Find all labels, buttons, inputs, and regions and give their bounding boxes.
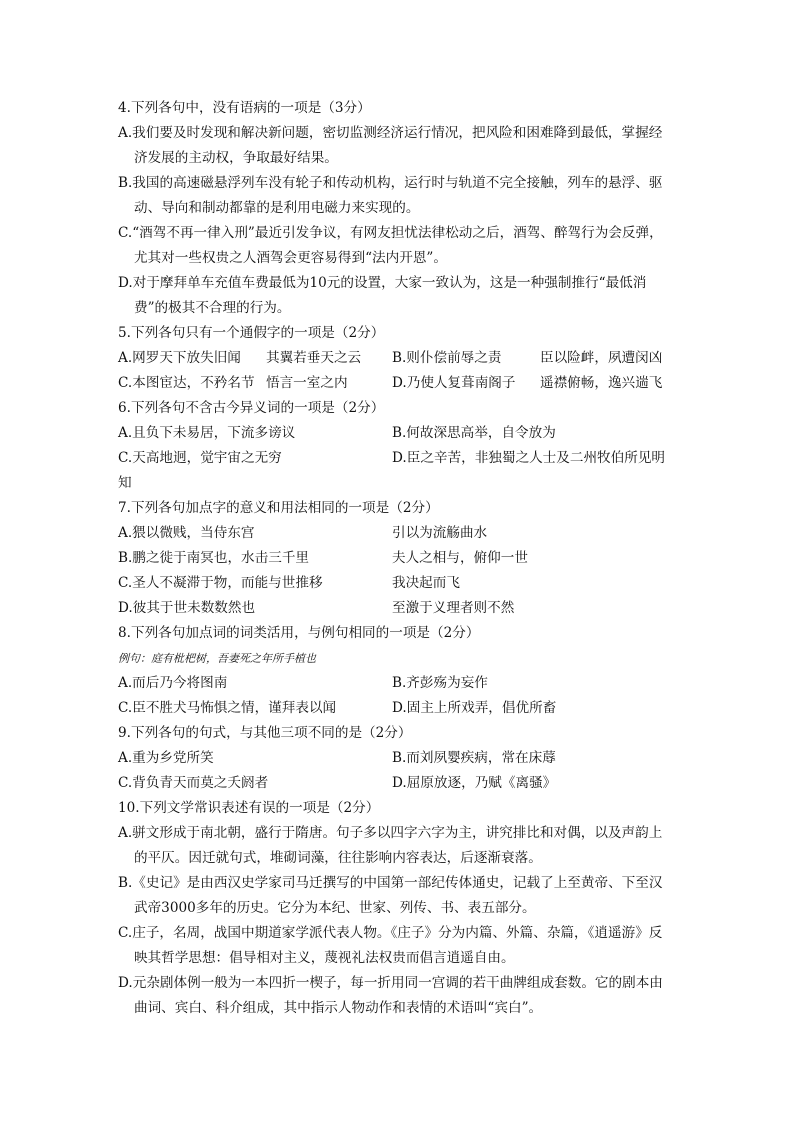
option-row [118,421,680,446]
option-c-cont: 尤其对一些权贵之人酒驾会更容易得到“法内开恩”。 [134,250,447,266]
option-row [118,521,680,546]
option-c: C.“酒驾不再一律入刑”最近引发争议，有网友担忧法律松动之后，酒驾、醉驾行为会反弹， [118,225,663,241]
option-a: A.网罗天下放失旧闻 [118,350,241,366]
option-d: D.固主上所戏弄，倡优所畜 [392,700,557,716]
option-b-cont: 动、导向和制动都靠的是利用电磁力来实现的。 [134,200,420,216]
option-row [118,571,680,596]
question-7 [118,496,680,621]
option-b-second: 夫人之相与，俯仰一世 [392,550,528,566]
option-a: A.且负下未易居，下流多谤议 [118,425,296,441]
option-c: C.本图宦达，不矜名节 [118,375,255,391]
question-title: 8.下列各句加点词的词类活用，与例句相同的一项是（2分） [118,625,480,641]
option-b-cont: 武帝3000多年的历史。它分为本纪、世家、列传、书、表五部分。 [134,900,536,916]
question-title: 10.下列文学常识表述有误的一项是（2分） [118,800,380,816]
option-row [118,546,680,571]
question-title: 4.下列各句中，没有语病的一项是（3分） [118,100,371,116]
option-c: C.臣不胜犬马怖惧之情，谨拜表以闻 [118,700,337,716]
option-row [118,746,680,771]
option-a-second: 引以为流觞曲水 [392,525,488,541]
option-row [118,596,680,621]
option-b: B.而刘夙婴疾病，常在床蓐 [392,750,556,766]
question-6 [118,396,680,496]
question-title: 6.下列各句不含古今异义词的一项是（2分） [118,400,385,416]
option-d: D.臣之辛苦，非独蜀之人士及二州牧伯所见明 [392,450,666,466]
option-c-second: 我决起而飞 [392,575,460,591]
option-c: C.庄子，名周，战国中期道家学派代表人物。《庄子》分为内篇、外篇、杂篇，《逍遥游》反 [118,925,663,941]
option-d-cont: 知 [118,475,132,491]
option-row [118,346,680,371]
option-d-cont: 曲词、宾白、科介组成，其中指示人物动作和表情的术语叫“宾白”。 [134,1000,543,1016]
option-row [118,671,680,696]
example-sentence: 例句：庭有枇杷树，吾妻死之年所手植也 [118,652,316,665]
option-row [118,771,680,796]
option-d-cont: 费”的极其不合理的行为。 [134,300,291,316]
option-b: B.何故深思高举，自令放为 [392,425,556,441]
option-c: C.背负青天而莫之夭阏者 [118,775,269,791]
option-a-cont: 济发展的主动权，争取最好结果。 [134,150,338,166]
option-d-second: 遥襟俯畅，逸兴遄飞 [540,375,663,391]
option-d: D.对于摩拜单车充值车费最低为10元的设置，大家一致认为，这是一种强制推行“最低消 [118,275,647,291]
option-a: A.猥以微贱，当侍东宫 [118,525,255,541]
option-b-second: 臣以险衅，夙遭闵凶 [540,350,663,366]
option-c: C.圣人不凝滞于物，而能与世推移 [118,575,323,591]
option-a-second: 其翼若垂天之云 [266,350,362,366]
option-b: B.我国的高速磁悬浮列车没有轮子和传动机构，运行时与轨道不完全接触，列车的悬浮、驱 [118,175,663,191]
option-b: B.鹏之徙于南冥也，水击三千里 [118,550,310,566]
option-b: B.则仆偿前辱之责 [392,350,502,366]
question-9 [118,721,680,796]
question-title: 5.下列各句只有一个通假字的一项是（2分） [118,325,385,341]
option-b: B.齐彭殇为妄作 [392,675,488,691]
option-b: B.《史记》是由西汉史学家司马迁撰写的中国第一部纪传体通史，记载了上至黄帝、下至汉 [118,875,663,891]
option-a: A.重为乡党所笑 [118,750,214,766]
option-d: D.元杂剧体例一般为一本四折一楔子，每一折用同一宫调的若干曲牌组成套数。它的剧本由 [118,975,663,991]
exam-page [118,96,680,1021]
option-a-cont: 的平仄。因迁就句式，堆砌词藻，往往影响内容表达，后逐渐衰落。 [134,850,542,866]
option-d-second: 至激于义理者则不然 [392,600,515,616]
question-8 [118,621,680,721]
option-a: A.骈文形成于南北朝，盛行于隋唐。句子多以四字六字为主，讲究排比和对偶，以及声韵上 [118,825,663,841]
question-4 [118,96,680,321]
question-10 [118,796,680,1021]
option-d: D.屈原放逐，乃赋《离骚》 [392,775,557,791]
question-title: 7.下列各句加点字的意义和用法相同的一项是（2分） [118,500,439,516]
option-c: C.天高地迥，觉宇宙之无穷 [118,450,282,466]
option-row [118,696,680,721]
option-a: A.而后乃今将图南 [118,675,228,691]
option-a: A.我们要及时发现和解决新问题，密切监测经济运行情况，把风险和困难降到最低，掌握经 [118,125,663,141]
option-d: D.彼其于世未数数然也 [118,600,256,616]
option-row [118,371,680,396]
option-d: D.乃使人复葺南阁子 [392,375,516,391]
question-5 [118,321,680,396]
option-c-second: 悟言一室之内 [266,375,348,391]
question-title: 9.下列各句的句式，与其他三项不同的是（2分） [118,725,412,741]
option-c-cont: 映其哲学思想：倡导相对主义，蔑视礼法权贵而倡言逍遥自由。 [134,950,515,966]
option-row [118,446,680,471]
